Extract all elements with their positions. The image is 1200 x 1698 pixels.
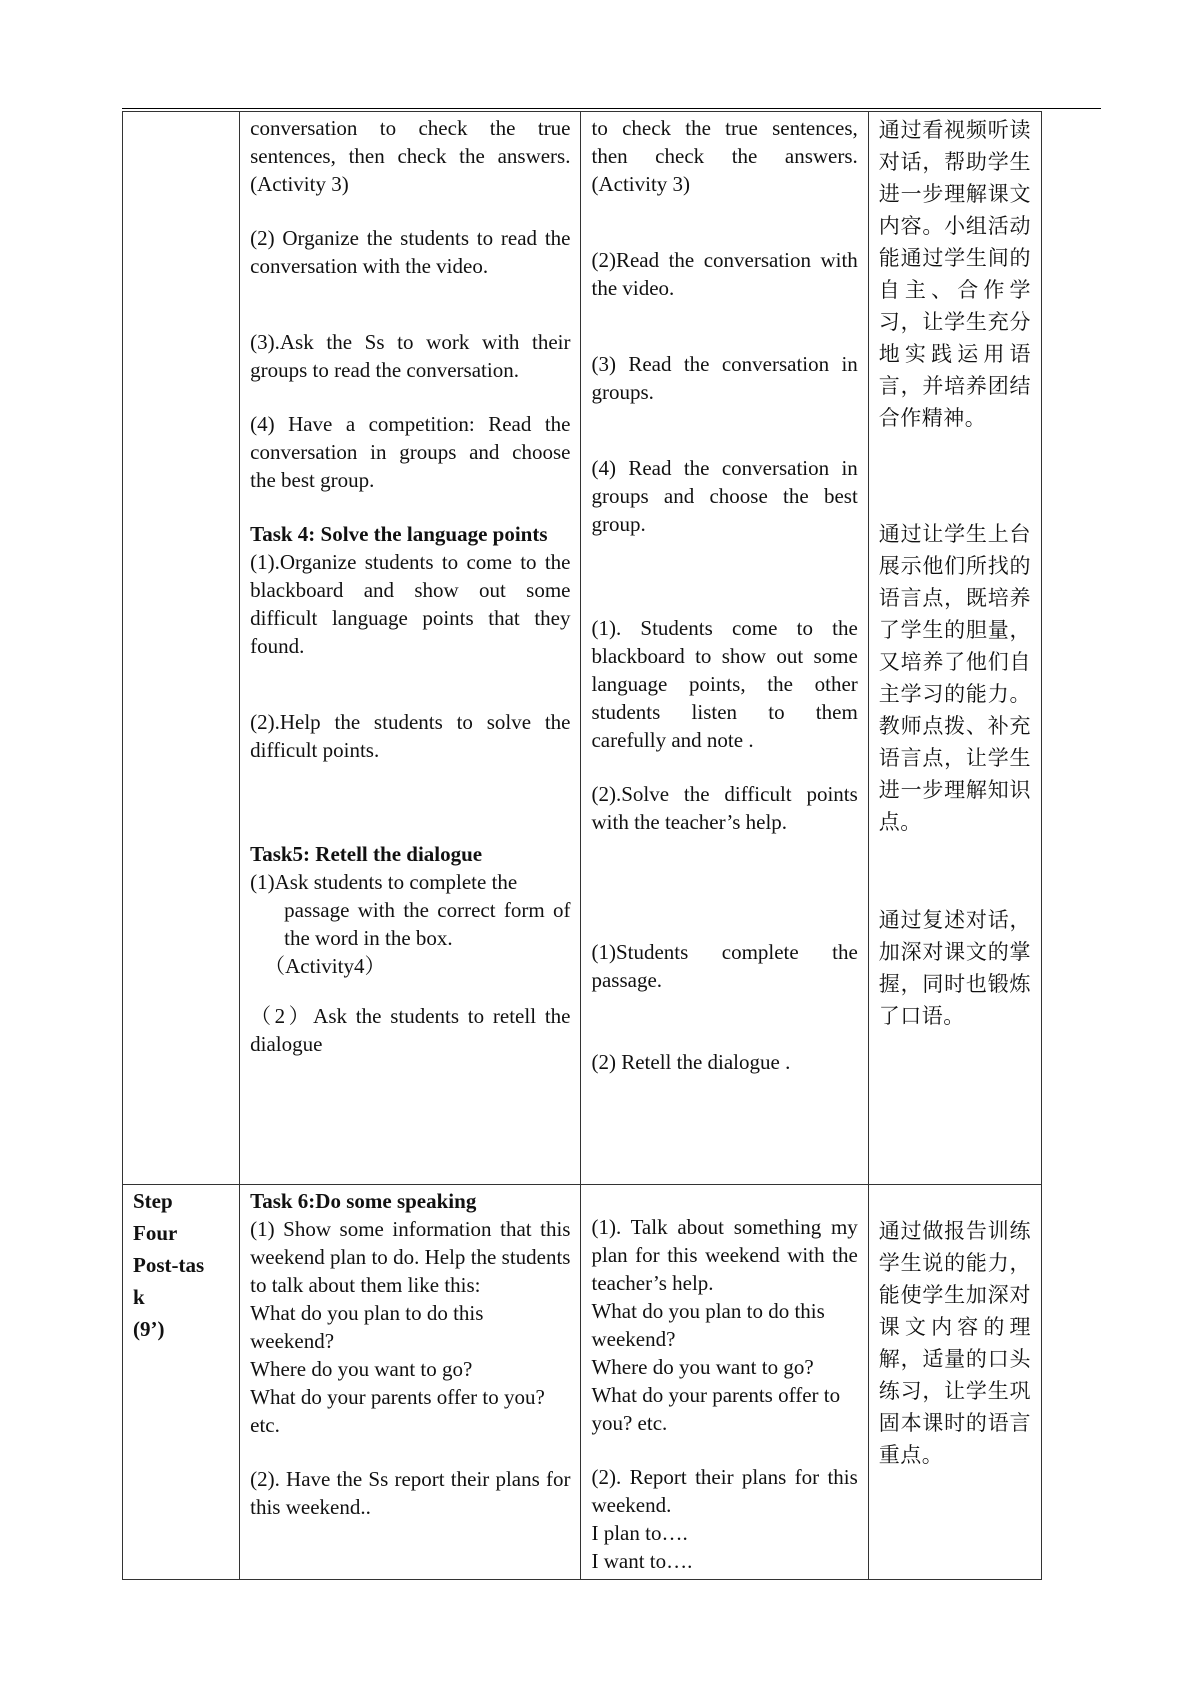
teacher-paragraph: (1).Organize students to come to the blackboard and show out some difficult language points that they found. xyxy=(250,550,571,658)
teacher-paragraph: conversation to check the true sentences, then check the answers. (Activity 3) xyxy=(250,116,571,196)
teacher-question: What do your parents offer to you? etc. xyxy=(250,1385,545,1437)
teacher-paragraph: (2). Have the Ss report their plans for this weekend.. xyxy=(250,1467,571,1519)
teacher-activity-cell xyxy=(240,1185,581,1580)
step-label-line: Step xyxy=(133,1189,173,1213)
table-row xyxy=(123,112,1042,1185)
student-question: What do you plan to do this weekend? xyxy=(591,1299,825,1351)
teacher-paragraph: (1)Ask students to complete the xyxy=(250,870,518,894)
table-row xyxy=(123,1185,1042,1580)
lesson-plan-table xyxy=(122,111,1042,1580)
teacher-question: What do you plan to do this weekend? xyxy=(250,1301,484,1353)
step-label-line: (9’) xyxy=(133,1317,165,1341)
header-rule-right xyxy=(206,108,1101,109)
student-paragraph: (4) Read the conversation in groups and choose the best group. xyxy=(591,456,858,536)
student-question: What do your parents offer to you? etc. xyxy=(591,1383,841,1435)
student-paragraph: (2)Read the conversation with the video. xyxy=(591,248,858,300)
student-example: I plan to…. xyxy=(591,1521,688,1545)
student-question: Where do you want to go? xyxy=(591,1355,814,1379)
teacher-paragraph: （2）Ask the students to retell the dialogue xyxy=(250,1004,571,1056)
student-paragraph: (3) Read the conversation in groups. xyxy=(591,352,858,404)
task-heading: Task5: Retell the dialogue xyxy=(250,842,483,866)
step-cell xyxy=(123,1185,240,1580)
student-paragraph: to check the true sentences, then check the answers. (Activity 3) xyxy=(591,116,858,196)
purpose-cell xyxy=(868,112,1041,1185)
student-paragraph: (2).Solve the difficult points with the teacher’s help. xyxy=(591,782,858,834)
purpose-cell xyxy=(868,1185,1041,1580)
student-paragraph: (2) Retell the dialogue . xyxy=(591,1050,791,1074)
student-paragraph: (1). Talk about something my plan for this weekend with the teacher’s help. xyxy=(591,1215,858,1295)
student-activity-cell xyxy=(581,112,868,1185)
task-heading: Task 4: Solve the language points xyxy=(250,522,548,546)
step-cell-empty xyxy=(123,112,240,1185)
teacher-paragraph: (2) Organize the students to read the conversation with the video. xyxy=(250,226,571,278)
step-label-line: Four xyxy=(133,1221,178,1245)
task-heading: Task 6:Do some speaking xyxy=(250,1189,477,1213)
purpose-paragraph: 通过做报告训练学生说的能力，能使学生加深对课文内容的理解，适量的口头练习，让学生巩固本课时的语言重点。 xyxy=(878,1219,1031,1467)
teacher-paragraph: (2).Help the students to solve the difficult points. xyxy=(250,710,571,762)
teacher-question: Where do you want to go? xyxy=(250,1357,473,1381)
purpose-paragraph: 通过复述对话，加深对课文的掌握，同时也锻炼了口语。 xyxy=(878,908,1031,1028)
purpose-paragraph: 通过让学生上台展示他们所找的语言点，既培养了学生的胆量，又培养了他们自主学习的能力。教师点拨、补充语言点，让学生进一步理解知识点。 xyxy=(878,522,1031,834)
teacher-paragraph: (4) Have a competition: Read the conversation in groups and choose the best group. xyxy=(250,412,571,492)
step-label-line: k xyxy=(133,1285,145,1309)
teacher-paragraph: passage with the correct form of the word in the box. xyxy=(284,898,571,950)
teacher-paragraph: （Activity4） xyxy=(264,954,386,978)
teacher-paragraph: (1) Show some information that this weekend plan to do. Help the students to talk about them like this: xyxy=(250,1217,571,1297)
teacher-activity-cell xyxy=(240,112,581,1185)
student-activity-cell xyxy=(581,1185,868,1580)
student-paragraph: (2). Report their plans for this weekend. xyxy=(591,1465,858,1517)
purpose-paragraph: 通过看视频听读对话，帮助学生进一步理解课文内容。小组活动能通过学生间的自主、合作学习，让学生充分地实践运用语言，并培养团结合作精神。 xyxy=(878,118,1031,430)
teacher-paragraph: (3).Ask the Ss to work with their groups to read the conversation. xyxy=(250,330,571,382)
student-paragraph: (1). Students come to the blackboard to show out some language points, the other students listen to them carefully and note . xyxy=(591,616,858,752)
step-label-line: Post-tas xyxy=(133,1253,205,1277)
student-paragraph: (1)Students complete the passage. xyxy=(591,940,858,992)
header-rule-left xyxy=(122,108,206,109)
student-example: I want to…. xyxy=(591,1549,693,1573)
